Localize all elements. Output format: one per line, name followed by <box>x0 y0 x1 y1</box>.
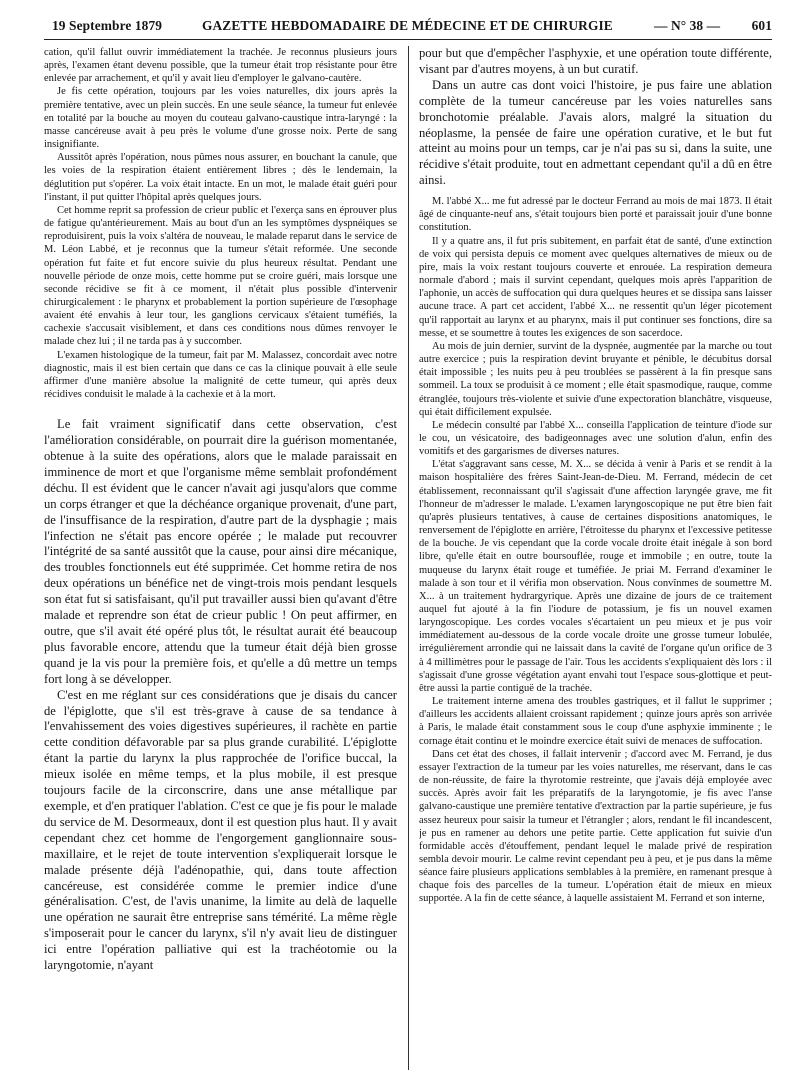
paragraph: Je fis cette opération, toujours par les voies naturelles, dix jours après la première tentative, avec un plein succès. En une seule séance, la tumeur fut enlevée en totalité par la bouche au moyen du couteau galvano-caustique intra-laryngé : la masse cancéreuse avait à peu près le volume d'une grosse noix. Perte de sang insignifiante. <box>44 86 397 151</box>
paragraph: Au mois de juin dernier, survint de la dyspnée, augmentée par la marche ou tout autre exercice ; puis la respiration devint bruyante et pénible, le décubitus dorsal était impossible ; les nuits peu à peu troublées se passèrent à la fin presque sans sommeil. La toux se produisit à ce moment ; elle était spasmodique, rauque, comme étranglée, toujours très-violente et suivie d'une expectoration blanchâtre, visqueuse, qui était difficilement expulsée. <box>419 340 772 418</box>
paragraph: Dans cet état des choses, il fallait intervenir ; d'accord avec M. Ferrand, je dus essayer l'extraction de la tumeur par les voies naturelles, me réservant, dans le cas de non-réussite, de faire la thyrotomie restreinte, que j'avais déjà employée avec succès. Après avoir fait les préparatifs de la laryngotomie, je fis avec l'anse galvano-caustique une première tentative d'extraction par la partie supérieure, je fus assez heureux pour saisir la tumeur et l'étrangler ; alors, rendant le fil incandescent, je pus en ramener au dehors une petite partie. Cette application fut suivie d'un formidable accès d'étouffement, pendant lequel le malade privé de respiration sembla devoir mourir. Le calme revint cependant peu à peu, et je pus dans la même séance faire plusieurs applications semblables à la première, en ramenant presque à chaque fois des parcelles de la tumeur. L'opération était de mieux en mieux supportée. A la fin de cette séance, à laquelle assistaient M. Ferrand et son interne, <box>419 748 772 905</box>
header-title: GAZETTE HEBDOMADAIRE DE MÉDECINE ET DE CHIRURGIE <box>202 18 613 33</box>
right-small-print-block <box>419 195 772 905</box>
paragraph: Cet homme reprit sa profession de crieur public et l'exerça sans en éprouver plus de fatigue qu'antérieurement. Mais au bout d'un an les symptômes dyspnéiques se reproduisirent, puis la voix s'altéra de nouveau, le malade reparut dans le service de M. Léon Labbé, et je reconnus que la tumeur s'était reformée. Une seconde opération fut faite et fut encore suivie du plus heureux résultat. Pendant une nouvelle période de onze mois, cette homme put se croire guéri, mais lorsque une seconde récidive se fit à ce moment, il n'était plus possible d'intervenir chirurgicalement : le pharynx et probablement la portion supérieure de l'œsophage avaient été envahis à leur tour, les ganglions cervicaux s'étaient tuméfiés, la cachexie s'accusait visiblement, et dans ces conditions nous dûmes renvoyer le malade chez lui ; il ne tarda pas à y succomber. <box>44 204 397 348</box>
page-header <box>44 14 772 40</box>
paragraph: L'examen histologique de la tumeur, fait par M. Malassez, concordait avec notre diagnostic, mais il est bien certain que dans ce cas la clinique pouvait à elle seule affirmer d'une manière absolue la malignité de cette tumeur, qui après deux récidives conduisit le malade à la cachexie et à la mort. <box>44 349 397 401</box>
header-page-number: 601 <box>751 18 772 33</box>
header-date: 19 Septembre 1879 <box>52 18 163 33</box>
text-columns <box>44 46 772 1070</box>
paragraph: Le médecin consulté par l'abbé X... conseilla l'application de teinture d'iode sur le cou, un vésicatoire, des badigeonnages avec une solution d'alun, enfin des vomitifs et des gargarismes de diverses natures. <box>419 419 772 458</box>
paragraph: M. l'abbé X... me fut adressé par le docteur Ferrand au mois de mai 1873. Il était âgé de cinquante-neuf ans, s'était toujours bien porté et paraissait jouir d'une bonne constitution. <box>419 196 772 234</box>
paragraph: pour but que d'empêcher l'asphyxie, et une opération toute différente, visant par d'autres moyens, à un but curatif. <box>419 46 772 76</box>
left-column <box>44 46 397 1070</box>
newspaper-page <box>44 14 772 1074</box>
paragraph: L'état s'aggravant sans cesse, M. X... se décida à venir à Paris et se rendit à la maison hospitalière des frères Saint-Jean-de-Dieu. M. Ferrand, médecin de cet établissement, reconnaissant qu'il s'agissait d'une affection laryngée grave, me fit l'honneur de m'adresser le malade. L'examen laryngoscopique ne put être bien fait qu'après plusieurs tentatives, à cause de certaines dispositions anatomiques, le renversement de l'épiglotte en arrière, l'étroitesse du pharynx et l'excessive petitesse de la bouche. Je vis cependant que la corde vocale droite était inégale à son bord libre, qu'elle était en outre boursouflée, rouge et immobile ; en outre, toute la muqueuse du larynx était rouge et tuméfiée. Je priai M. Ferrand d'examiner le malade à son tour et il vérifia mon observation. Nous convînmes de soumettre M. X... à un traitement hydrargyrique. Après une dizaine de jours de ce traitement auquel fut ajouté à la fin l'iodure de potassium, je fis un nouvel examen laryngoscopique. Les cordes vocales s'écartaient un peu mieux et je pus voir immédiatement au-dessous de la corde vocale droite une grosse tumeur lobulée, irrégulièrement arrondie qui ne laissait dans la cavité de l'organe qu'un orifice de 3 à 4 millimètres pour le passage de l'air. Tous les accidents s'expliquaient dès lors : il s'agissait d'une grosse végétation ayant envahi tout l'espace sous-glottique et peut-être aussi la partie contiguë de la trachée. <box>419 459 772 694</box>
left-large-print-block <box>44 417 397 974</box>
section-gap <box>44 401 397 417</box>
paragraph: Le fait vraiment significatif dans cette observation, c'est l'amélioration considérable, on pourrait dire la guérison momentanée, obtenue à la suite des opérations, alors que le malade paraissait en imminence de mort et que l'organisme même semblait profondément déchu. Il est évident que le cancer n'avait agi jusqu'alors que comme un corps étranger et que la déchéance organique provenait, d'une part, de l'insuffisance de la respiration, d'autre part de la dysphagie ; mais l'infection ne s'était pas encore opérée ; le malade put recouvrer l'intégrité de sa santé aussitôt que la cause, pour ainsi dire mécanique, des troubles fonctionnels eut été supprimée. Cet homme retira de nos deux opérations un bénéfice net de vingt-trois mois pendant lesquels son état fut si satisfaisant, qu'il put travailler aussi bien qu'avant d'être malade et reprendre son état de crieur public ! On peut affirmer, en outre, que s'il avait été opéré plus tôt, le résultat aurait été beaucoup plus favorable encore, attendu que la tumeur était déjà bien grosse quand je la vis pour la première fois, et qu'elle a dû mettre un temps fort long à se développer. <box>44 417 397 686</box>
left-small-print-block <box>44 46 397 401</box>
header-issue-number: — N° 38 — <box>654 18 721 33</box>
paragraph: Il y a quatre ans, il fut pris subitement, en parfait état de santé, d'une extinction de voix qui persista depuis ce moment avec quelques alternatives de mieux ou de pire, mais la voix restant toujours couverte et enrouée. La respiration demeura normale d'abord ; mais il survint cependant, quelques mois après l'apparition de l'aphonie, un accès de suffocation qui dura quelques heures et se dissipa sans laisser aucune trace. A part cet accident, l'abbé X... ne ressentit qu'un léger picotement qu'il rapportait au larynx et au pharynx, mais il put continuer ses fonctions, dire sa messe, et se soumettre à toutes les exigences de son sacerdoce. <box>419 235 772 339</box>
paragraph: Le traitement interne amena des troubles gastriques, et il fallut le supprimer ; d'ailleurs les accidents allaient croissant rapidement ; quinze jours après son arrivée à Paris, le malade était constamment sous le coup d'une asphyxie imminente ; le cornage était continu et le moindre exercice était suivi de menaces de suffocation. <box>419 696 772 747</box>
paragraph: Dans un autre cas dont voici l'histoire, je pus faire une ablation complète de la tumeur cancéreuse par les voies naturelles sans bronchotomie préalable. J'avais alors, malgré la situation du néoplasme, la pensée de faire une opération curative, et le but fut atteint au moins pour un temps, car je n'ai pas su si, dans la suite, une récidive s'était produite, tout en admettant cependant qu'il a dû en être ainsi. <box>419 77 772 188</box>
paragraph: C'est en me réglant sur ces considérations que je disais du cancer de l'épiglotte, que s'il est très-grave à cause de sa tendance à l'envahissement des voies digestives supérieures, il rachète en partie cette condition défavorable par sa plus grande curabilité. L'épiglotte étant la partie du larynx la plus rapprochée de l'orifice buccal, la mieux isolée en même temps, et la plus mobile, il est presque toujours facile de la circonscrire, dans une anse métallique par exemple, et d'en pratiquer l'ablation. C'est ce que je fis pour le malade du service de M. Desormeaux, dont il est question plus haut. Il y avait cependant chez cet homme de l'engorgement ganglionnaire sous-maxillaire, et le rejet de toute intervention s'expliquerait lorsque le malade présente déjà l'adénopathie, qui, dans toute affection cancéreuse, est considérée comme le premier indice d'une généralisation. C'est, de l'avis unanime, la limite au delà de laquelle une opération ne saurait être entreprise sans témérité. La même règle s'imposerait pour le cancer du larynx, s'il n'y avait lieu de distinguer ici entre l'opération palliative qui est la trachéotomie ou la laryngotomie, n'ayant <box>44 687 397 973</box>
right-large-print-block <box>419 46 772 189</box>
paragraph: Aussitôt après l'opération, nous pûmes nous assurer, en bouchant la canule, que les voies de la respiration étaient entièrement libres ; dès le lendemain, la déglutition put s'opérer. La voix était intacte. En un mot, le malade était guéri pour l'instant, il put quitter l'hôpital après quelques jours. <box>44 152 397 203</box>
right-column <box>419 46 772 1070</box>
paragraph: cation, qu'il fallut ouvrir immédiatement la trachée. Je reconnus plusieurs jours après, l'examen étant devenu possible, que la tumeur était trop résistante pour être enlevée par arrachement, et qu'il y avait lieu d'employer le galvano-cautère. <box>44 47 397 85</box>
